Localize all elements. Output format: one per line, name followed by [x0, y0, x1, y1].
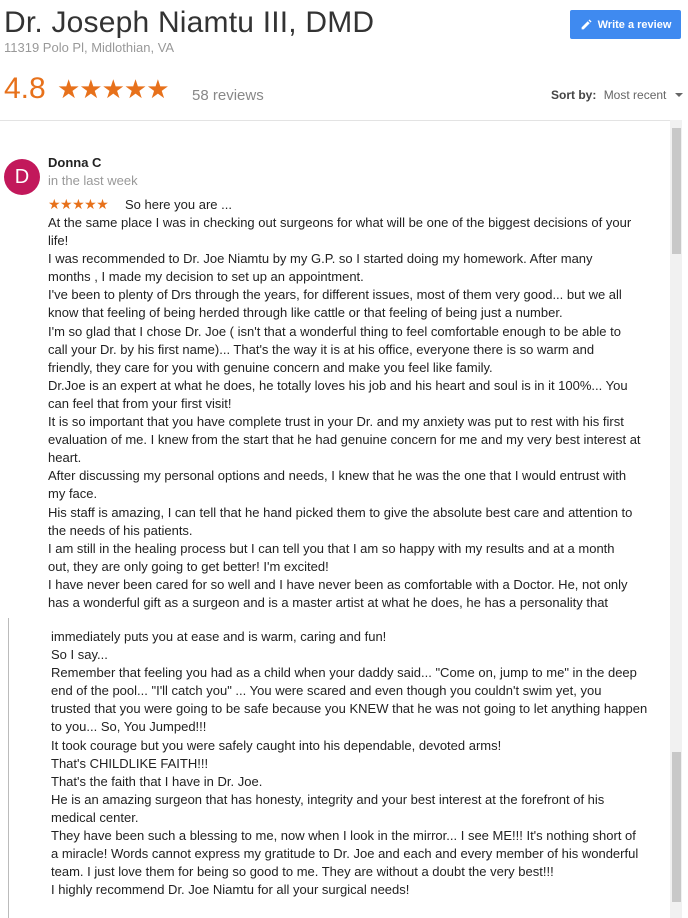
review-text-line: At the same place I was in checking out surgeons for what will be one of the biggest decisions of your	[48, 215, 632, 230]
review-text-line: I'm so glad that I chose Dr. Joe ( isn't that a wonderful thing to feel comfortable enough to be able to	[48, 323, 621, 339]
avatar[interactable]: D	[4, 159, 40, 195]
sort-label: Sort by:	[551, 88, 597, 102]
review-stars-icon: ★★★★★	[48, 196, 109, 212]
review-text-line: His staff is amazing, I can tell that he hand picked them to give the absolute best care and attention to	[48, 504, 633, 520]
review-text-line: heart.	[48, 450, 82, 466]
review-text-line: Dr.Joe is an expert at what he does, he totally loves his job and his heart and soul is in it 100%... You	[48, 377, 628, 393]
write-review-button[interactable]	[570, 10, 681, 39]
review-text-line: I highly recommend Dr. Joe Niamtu for all your surgical needs!	[51, 882, 410, 898]
review-text-line: I was recommended to Dr. Joe Niamtu by my G.P. so I started doing my homework. After many	[48, 251, 593, 267]
review-text-line: my face.	[48, 486, 98, 502]
review-text-line: can feel that from your first visit!	[48, 395, 232, 411]
review-text-line: I've been to plenty of Drs through the years, for different issues, most of them very good... but we all	[48, 287, 622, 303]
review-text-line: They have been such a blessing to me, now when I look in the mirror... I see ME!!! It's nothing short of	[51, 828, 636, 844]
review-text-line: has a wonderful gift as a surgeon and is a master artist at what he does, he has a personality that	[48, 594, 609, 610]
review-text-line: team. I just love them for being so good to me. They are without a doubt the very best!!!	[51, 864, 554, 880]
review-text-line: immediately puts you at ease and is warm, caring and fun!	[51, 629, 387, 644]
review-text-line: out, they are only going to get better! I'm excited!	[48, 558, 329, 574]
review-text-line: call your Dr. by his first name)... That's the way it is at his office, everyone there is so warm and	[48, 341, 595, 357]
business-name: Dr. Joseph Niamtu III, DMD	[4, 6, 375, 39]
review-text-line: I am still in the healing process but I can tell you that I am so happy with my results and at a month	[48, 540, 615, 556]
business-header	[0, 0, 688, 60]
review-text-line: He is an amazing surgeon that has honesty, integrity and your best interest at the forefront of his	[51, 791, 605, 807]
review-text-line: Remember that feeling you had as a child when your daddy said... "Come on, jump to me" in the deep	[51, 665, 637, 681]
chevron-down-icon	[675, 93, 683, 97]
review-text-line: months , I made my decision to set up an appointment.	[48, 269, 364, 285]
review-time: in the last week	[48, 173, 138, 188]
write-review-label: Write a review	[597, 18, 672, 31]
divider	[8, 618, 9, 918]
review-text-line: That's the faith that I have in Dr. Joe.	[51, 773, 263, 789]
review-text-line: to you... So, You Jumped!!!	[51, 719, 207, 735]
review-text-line: end of the pool... "I'll catch you" ... You were scared and even though you couldn't swim yet, you	[51, 683, 602, 699]
review-text-line: know that feeling of being herded through like cattle or that feeling of being just a number.	[48, 305, 563, 321]
review-text-line: After discussing my personal options and needs, I knew that he was the one that I would entrust with	[48, 468, 627, 484]
review-text-line: friendly, they care for you with genuine concern and make you feel like family.	[48, 359, 493, 375]
review-text-line: a miracle! Words cannot express my gratitude to Dr. Joe and each and every member of his wonderful	[51, 846, 639, 862]
review-text-line: It took courage but you were safely caught into his dependable, devoted arms!	[51, 737, 502, 753]
reviewer-name[interactable]: Donna C	[48, 155, 102, 170]
review-count: 58 reviews	[192, 87, 264, 104]
divider	[0, 120, 670, 121]
rating-value: 4.8	[4, 72, 46, 105]
rating-stars-icon: ★★★★★	[57, 74, 169, 104]
review-body	[48, 214, 688, 612]
review-text-line: It is so important that you have complete trust in your Dr. and my anxiety was put to rest with his first	[48, 414, 624, 430]
review-text-line: So I say...	[51, 647, 108, 663]
review-body-continued	[51, 628, 688, 899]
review-text-line: I have never been cared for so well and I have never been as comfortable with a Doctor. He, not only	[48, 576, 628, 592]
review-text-line: That's CHILDLIKE FAITH!!!	[51, 755, 209, 771]
business-address: 11319 Polo Pl, Midlothian, VA	[4, 40, 175, 55]
rating-summary	[0, 72, 688, 112]
review-text-line: trusted that you were going to be safe because you KNEW that he was not going to let anything happen	[51, 701, 648, 717]
review-text-line: the needs of his patients.	[48, 522, 193, 538]
review-text-line: evaluation of me. I knew from the start that he had genuine concern for me and my very best interest at	[48, 432, 641, 448]
review-headline: So here you are ...	[125, 197, 232, 212]
review-text-line: medical center.	[51, 809, 139, 825]
sort-selected: Most recent	[603, 88, 667, 102]
pencil-icon	[580, 18, 593, 31]
sort-dropdown[interactable]	[551, 88, 683, 102]
review-text-line: life!	[48, 233, 69, 249]
